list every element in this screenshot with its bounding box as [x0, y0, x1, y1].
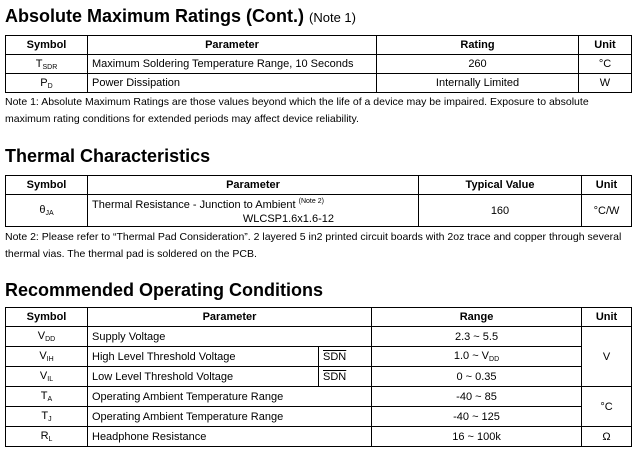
table-row: [6, 427, 632, 447]
unit-cell: °C: [579, 55, 632, 74]
table-row: [6, 367, 632, 387]
pin-label-sdn: $\overline{SDN}$: [323, 350, 347, 363]
thermal-section-title: Thermal Characteristics: [5, 146, 211, 166]
header-range: Range: [372, 308, 582, 327]
table-row: [6, 387, 632, 407]
symbol-cell: [6, 347, 88, 367]
pin-cell: [319, 367, 372, 387]
symbol-letter: P: [40, 76, 48, 89]
parameter-cell: Operating Ambient Temperature Range: [88, 407, 372, 427]
header-symbol: Symbol: [6, 36, 88, 55]
symbol-subscript: J: [48, 416, 52, 423]
symbol-subscript: IL: [47, 376, 54, 383]
header-symbol: Symbol: [6, 176, 88, 195]
range-cell: 0 ~ 0.35: [372, 367, 582, 387]
table-header-row: [6, 36, 632, 55]
symbol-letter: V: [37, 330, 46, 342]
symbol-cell: [6, 327, 88, 347]
table-row: [6, 55, 632, 74]
operating-conditions-table: [5, 307, 632, 447]
symbol-subscript: DD: [45, 336, 56, 343]
symbol-subscript: D: [47, 82, 53, 90]
header-typical-value: Typical Value: [419, 176, 582, 195]
abs-section-title: [5, 5, 356, 29]
typical-value-cell: 160: [419, 195, 582, 227]
rating-cell: Internally Limited: [377, 74, 579, 93]
symbol-cell: [6, 407, 88, 427]
symbol-subscript: IH: [46, 356, 54, 363]
package-label: WLCSP1.6x1.6-12: [242, 213, 334, 225]
header-rating: Rating: [377, 36, 579, 55]
pin-label-sdn: $\overline{SDN}$: [323, 370, 347, 383]
unit-cell: Ω: [582, 427, 632, 447]
table-row: [6, 407, 632, 427]
symbol-subscript: A: [47, 396, 53, 403]
unit-cell: W: [579, 74, 632, 93]
range-cell: 16 ~ 100k: [372, 427, 582, 447]
symbol-cell: [6, 195, 88, 227]
symbol-cell: [6, 387, 88, 407]
range-text: 1.0 ~ V: [453, 350, 490, 362]
table-row: [6, 74, 632, 93]
unit-cell: °C/W: [582, 195, 632, 227]
header-parameter: Parameter: [88, 36, 377, 55]
symbol-letter: θ: [39, 204, 46, 216]
parameter-text: [92, 195, 414, 212]
symbol-letter: V: [39, 370, 48, 382]
parameter-cell: High Level Threshold Voltage: [88, 347, 319, 367]
parameter-label: Thermal Resistance - Junction to Ambient: [92, 199, 296, 211]
unit-cell: °C: [582, 387, 632, 427]
symbol-cell: [6, 74, 88, 93]
table-row: [6, 195, 632, 227]
parameter-cell: Maximum Soldering Temperature Range, 10 Seconds: [88, 55, 377, 74]
symbol-cell: [6, 427, 88, 447]
range-cell: 2.3 ~ 5.5: [372, 327, 582, 347]
abs-title-note: (Note 1): [309, 10, 356, 25]
pin-cell: [319, 347, 372, 367]
parameter-cell: Supply Voltage: [88, 327, 372, 347]
range-cell: [372, 347, 582, 367]
header-unit: Unit: [582, 308, 632, 327]
parameter-cell: [88, 195, 419, 227]
table-header-row: [6, 176, 632, 195]
parameter-cell: Low Level Threshold Voltage: [88, 367, 319, 387]
symbol-letter: T: [41, 410, 49, 422]
header-parameter: Parameter: [88, 308, 372, 327]
header-symbol: Symbol: [6, 308, 88, 327]
table-row: [6, 327, 632, 347]
symbol-cell: [6, 55, 88, 74]
symbol-subscript: JA: [45, 210, 54, 217]
symbol-subscript: L: [48, 436, 53, 443]
range-cell: -40 ~ 85: [372, 387, 582, 407]
symbol-letter: T: [40, 390, 48, 402]
table-header-row: [6, 308, 632, 327]
range-subscript: DD: [489, 356, 500, 363]
rating-cell: 260: [377, 55, 579, 74]
parameter-note-ref: (Note 2): [298, 198, 324, 205]
parameter-cell: Headphone Resistance: [88, 427, 372, 447]
symbol-letter: R: [40, 430, 49, 442]
note-2: Note 2: Please refer to “Thermal Pad Consideration”. 2 layered 5 in2 printed circuit boards with 2oz trace and copper through several thermal vias. The thermal pad is soldered on the PCB.: [5, 231, 622, 260]
parameter-cell: Power Dissipation: [88, 74, 377, 93]
header-parameter: Parameter: [88, 176, 419, 195]
unit-cell: V: [582, 327, 632, 387]
roc-section-title: Recommended Operating Conditions: [5, 280, 324, 300]
header-unit: Unit: [582, 176, 632, 195]
abs-max-ratings-table: [5, 35, 632, 93]
table-row: [6, 347, 632, 367]
note-1: Note 1: Absolute Maximum Ratings are those values beyond which the life of a device may be impaired. Exposure to absolute maximum rating conditions for extended periods may affect device reliability.: [5, 96, 589, 125]
range-cell: -40 ~ 125: [372, 407, 582, 427]
symbol-subscript: SDR: [42, 63, 58, 71]
thermal-table: [5, 175, 632, 227]
symbol-letter: T: [35, 57, 43, 70]
abs-title-text: Absolute Maximum Ratings (Cont.): [5, 6, 305, 26]
header-unit: Unit: [579, 36, 632, 55]
symbol-cell: [6, 367, 88, 387]
symbol-letter: V: [39, 350, 47, 362]
parameter-cell: Operating Ambient Temperature Range: [88, 387, 372, 407]
